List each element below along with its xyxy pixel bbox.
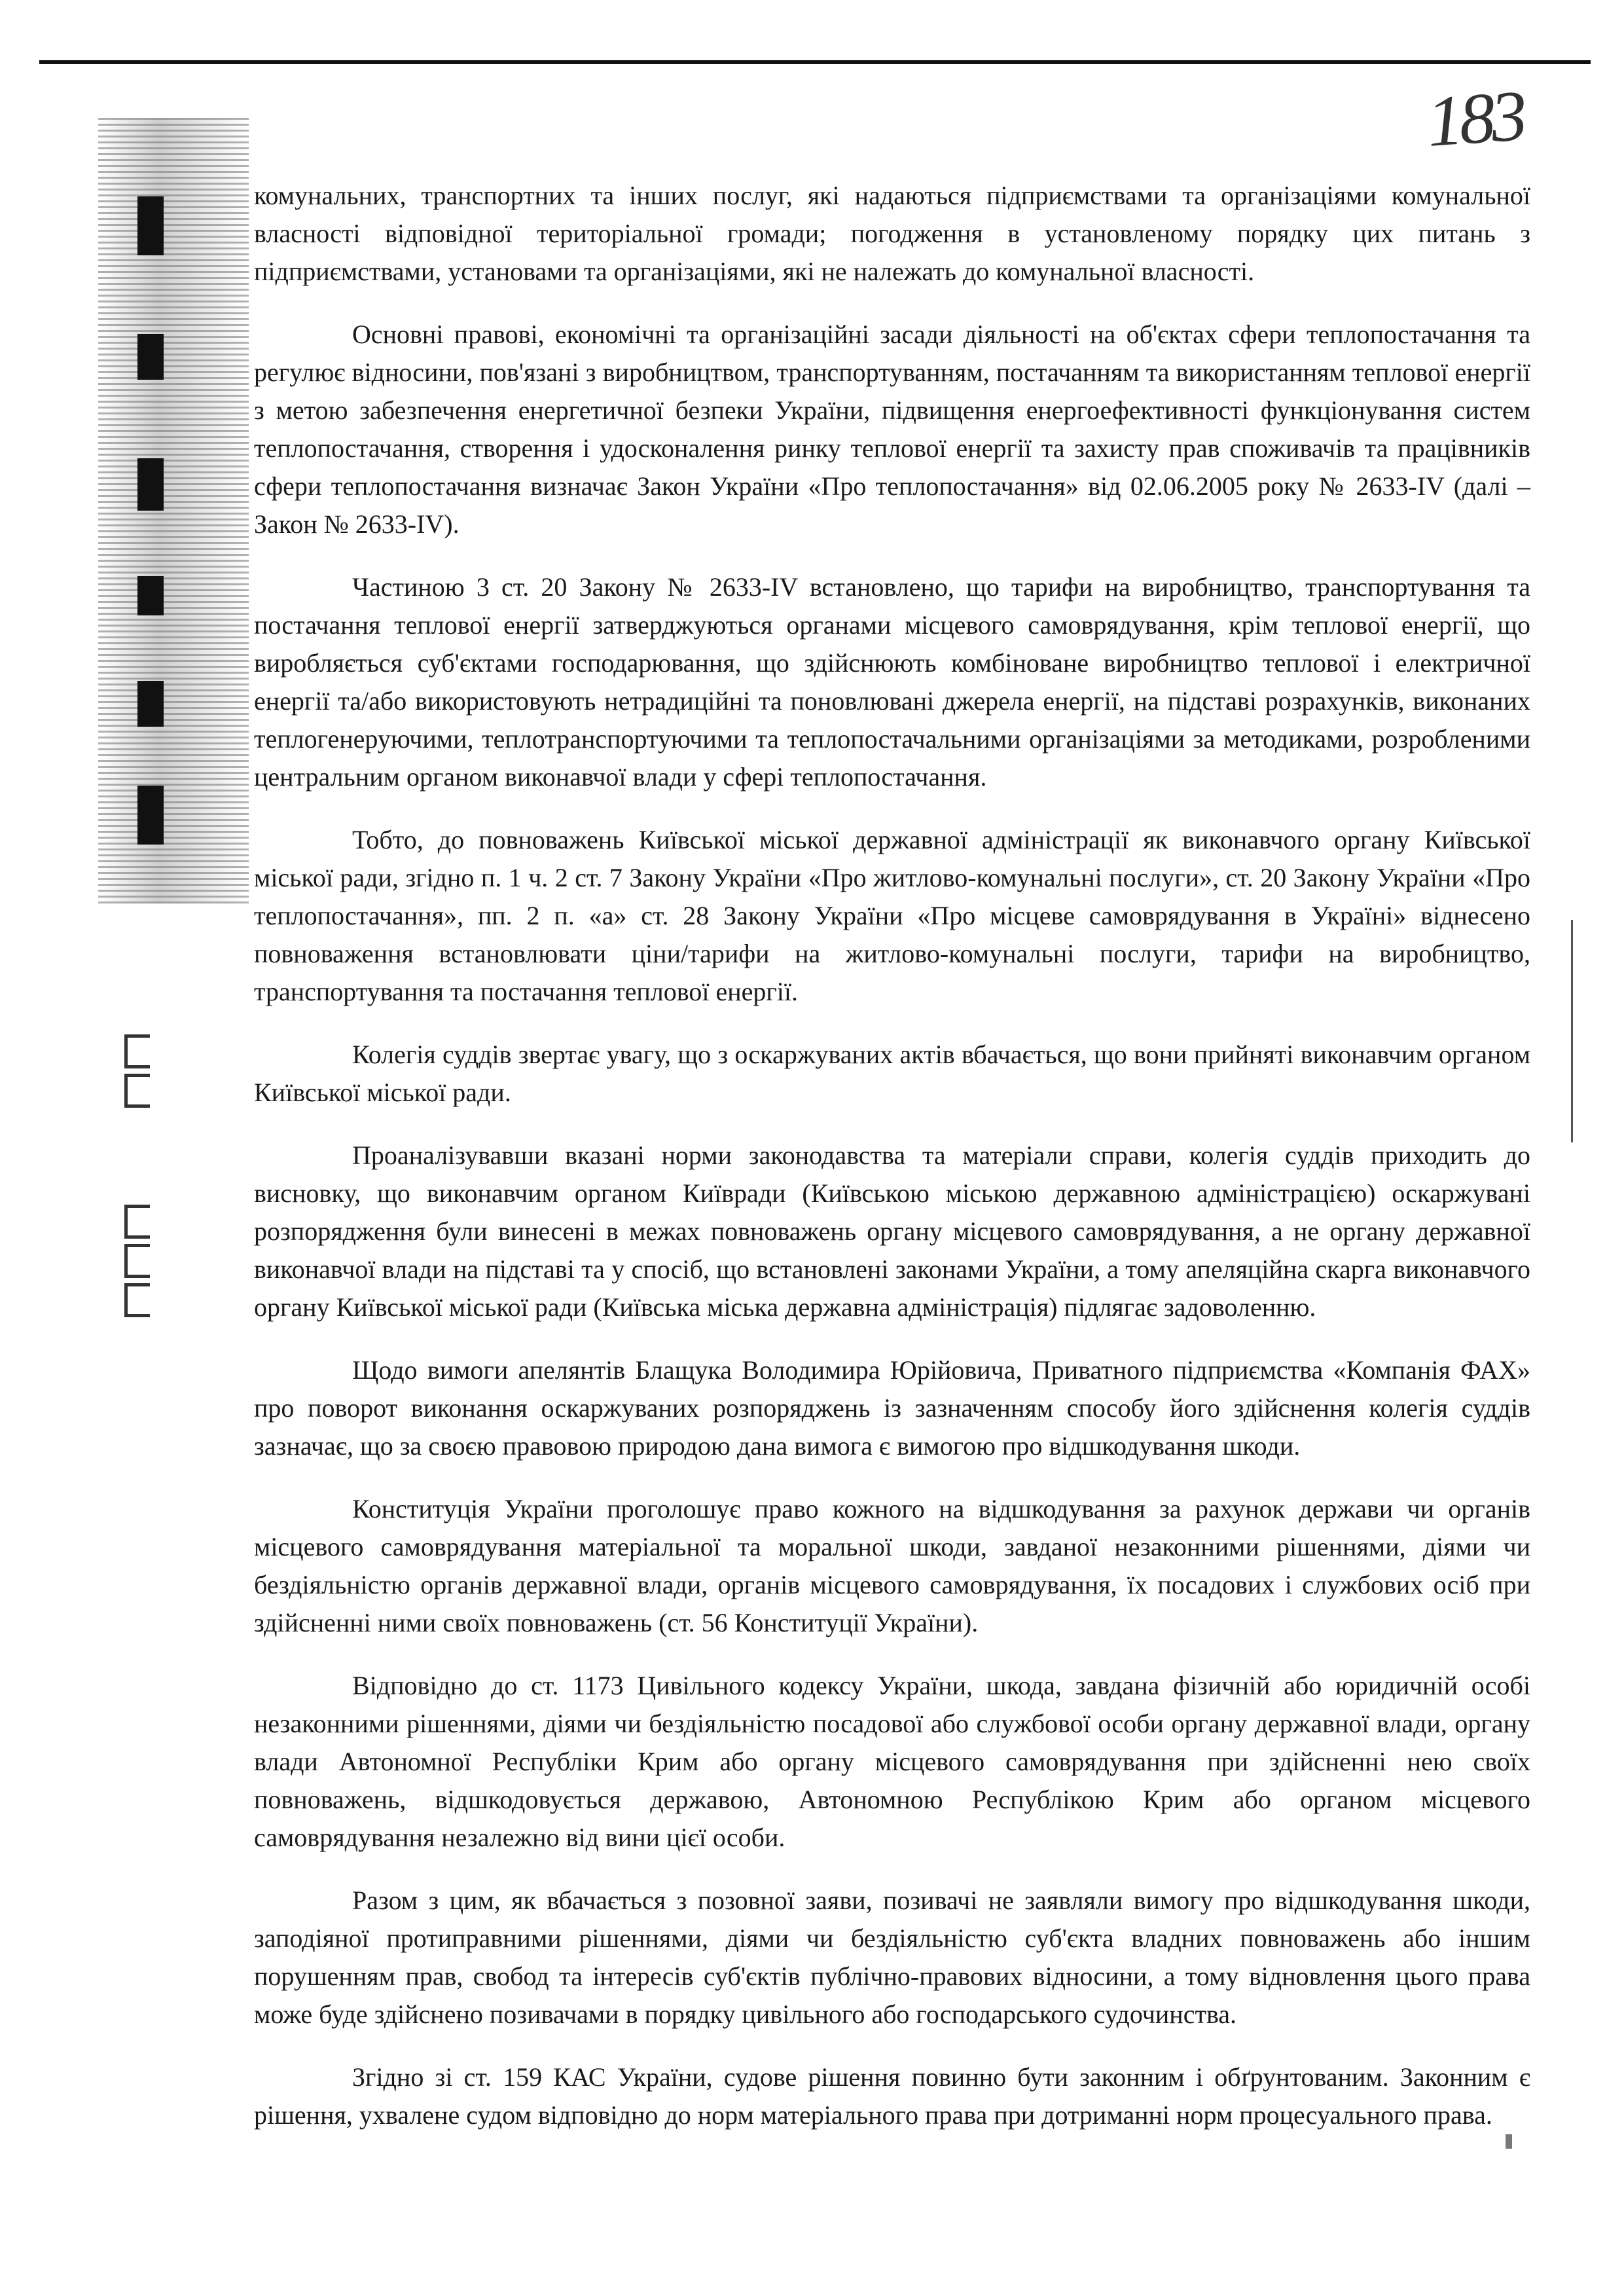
binding-tick-mark: [124, 1244, 150, 1278]
binding-mark: [137, 196, 164, 255]
scan-binding-edge: [98, 118, 249, 903]
paragraph: комунальних, транспортних та інших послуг, які надаються підприємствами та організаціями комунальної власності відповідної територіальної громади; погодження в установленому порядку цих питань з підприємствами, установами та організаціями, які не належать до комунальної власності.: [254, 181, 1530, 286]
binding-tick-mark: [124, 1205, 150, 1239]
paragraph: Колегія суддів звертає увагу, що з оскаржуваних актів вбачається, що вони прийняті виконавчим органом Київської міської ради.: [254, 1040, 1530, 1107]
paragraph: Тобто, до повноважень Київської міської державної адміністрації як виконавчого органу Київської міської ради, згідно п. 1 ч. 2 ст. 7 Закону України «Про житлово-комунальні послуги», ст. 20 Закону України «Про теплопостачання», пп. 2 п. «а» ст. 28 Закону України «Про місцеве самоврядування в Україні» віднесено повноваження встановлювати ціни/тарифи на житлово-комунальні послуги, тарифи на виробництво, транспортування та постачання теплової енергії.: [254, 825, 1530, 1006]
binding-mark: [137, 576, 164, 615]
scan-noise: [98, 118, 249, 903]
paragraph: Конституція України проголошує право кожного на відшкодування за рахунок держави чи органів місцевого самоврядування матеріальної та моральної шкоди, завданої незаконними рішеннями, діями чи бездіяльністю органів державної влади, органів місцевого самоврядування, їх посадових і службових осіб при здійсненні ними своїх повноважень (ст. 56 Конституції України).: [254, 1494, 1530, 1637]
paragraph: Відповідно до ст. 1173 Цивільного кодексу України, шкода, завдана фізичній або юридичній особі незаконними рішеннями, діями чи бездіяльністю посадової або службової особи органу державної влади, органу влади Автономної Республіки Крим або органу місцевого самоврядування при здійсненні нею своїх повноважень, відшкодовується державою, Автономною Республікою Крим або органом місцевого самоврядування незалежно від вини цієї особи.: [254, 1671, 1530, 1852]
binding-tick-mark: [124, 1283, 150, 1317]
right-margin-line: [1571, 920, 1573, 1142]
paragraph: Згідно зі ст. 159 КАС України, судове рішення повинно бути законним і обґрунтованим. Законним є рішення, ухвалене судом відповідно до норм матеріального права при дотриманні норм процесуального права.: [254, 2062, 1530, 2130]
paragraph: Частиною 3 ст. 20 Закону № 2633-IV встановлено, що тарифи на виробництво, транспортування та постачання теплової енергії затверджуються органами місцевого самоврядування, крім теплової енергії, що виробляється суб'єктами господарювання, що здійснюють комбіноване виробництво теплової і електричної енергії та/або використовують нетрадиційні та поновлювані джерела енергії, на підставі розрахунків, виконаних теплогенеруючими, теплотранспортуючими та теплопостачальними організаціями за методиками, розробленими центральним органом виконавчої влади у сфері теплопостачання.: [254, 572, 1530, 792]
paragraph: Проаналізувавши вказані норми законодавства та матеріали справи, колегія суддів приходить до висновку, що виконавчим органом Київради (Київською міською державною адміністрацією) оскаржувані розпорядження були винесені в межах повноважень органу місцевого самоврядування, а не органу державної виконавчої влади на підставі та у спосіб, що встановлені законами України, а тому апеляційна скарга виконавчого органу Київської міської ради (Київська міська державна адміністрація) підлягає задоволенню.: [254, 1140, 1530, 1322]
binding-mark: [137, 681, 164, 727]
top-border-line: [39, 60, 1591, 64]
paragraph: Щодо вимоги апелянтів Блащука Володимира Юрійовича, Приватного підприємства «Компанія ФАХ» про поворот виконання оскаржуваних розпоряджень із зазначенням способу його здійснення колегія суддів зазначає, що за своєю правовою природою дана вимога є вимогою про відшкодування шкоди.: [254, 1355, 1530, 1461]
binding-mark: [137, 458, 164, 511]
paragraph: Разом з цим, як вбачається з позовної заяви, позивачі не заявляли вимогу про відшкодування шкоди, заподіяної протиправними рішеннями, діями чи бездіяльністю суб'єкта владних повноважень або іншим порушенням прав, свобод та інтересів суб'єктів публічно-правових відносини, а тому відновлення цього права може буде здійснено позивачами в порядку цивільного або господарського судочинства.: [254, 1886, 1530, 2029]
binding-tick-mark: [124, 1034, 150, 1068]
binding-tick-mark: [124, 1074, 150, 1108]
binding-mark: [137, 786, 164, 845]
handwritten-page-number: 183: [1424, 75, 1526, 162]
binding-mark: [137, 334, 164, 380]
paragraph: Основні правові, економічні та організаційні засади діяльності на об'єктах сфери теплопостачання та регулює відносини, пов'язані з виробництвом, транспортуванням, постачанням та використанням теплової енергії з метою забезпечення енергетичної безпеки України, підвищення енергоефективності функціонування систем теплопостачання, створення і удосконалення ринку теплової енергії та захисту прав споживачів та працівників сфери теплопостачання визначає Закон України «Про теплопостачання» від 02.06.2005 року № 2633-IV (далі – Закон № 2633-IV).: [254, 319, 1530, 539]
document-body: [254, 177, 1530, 2159]
